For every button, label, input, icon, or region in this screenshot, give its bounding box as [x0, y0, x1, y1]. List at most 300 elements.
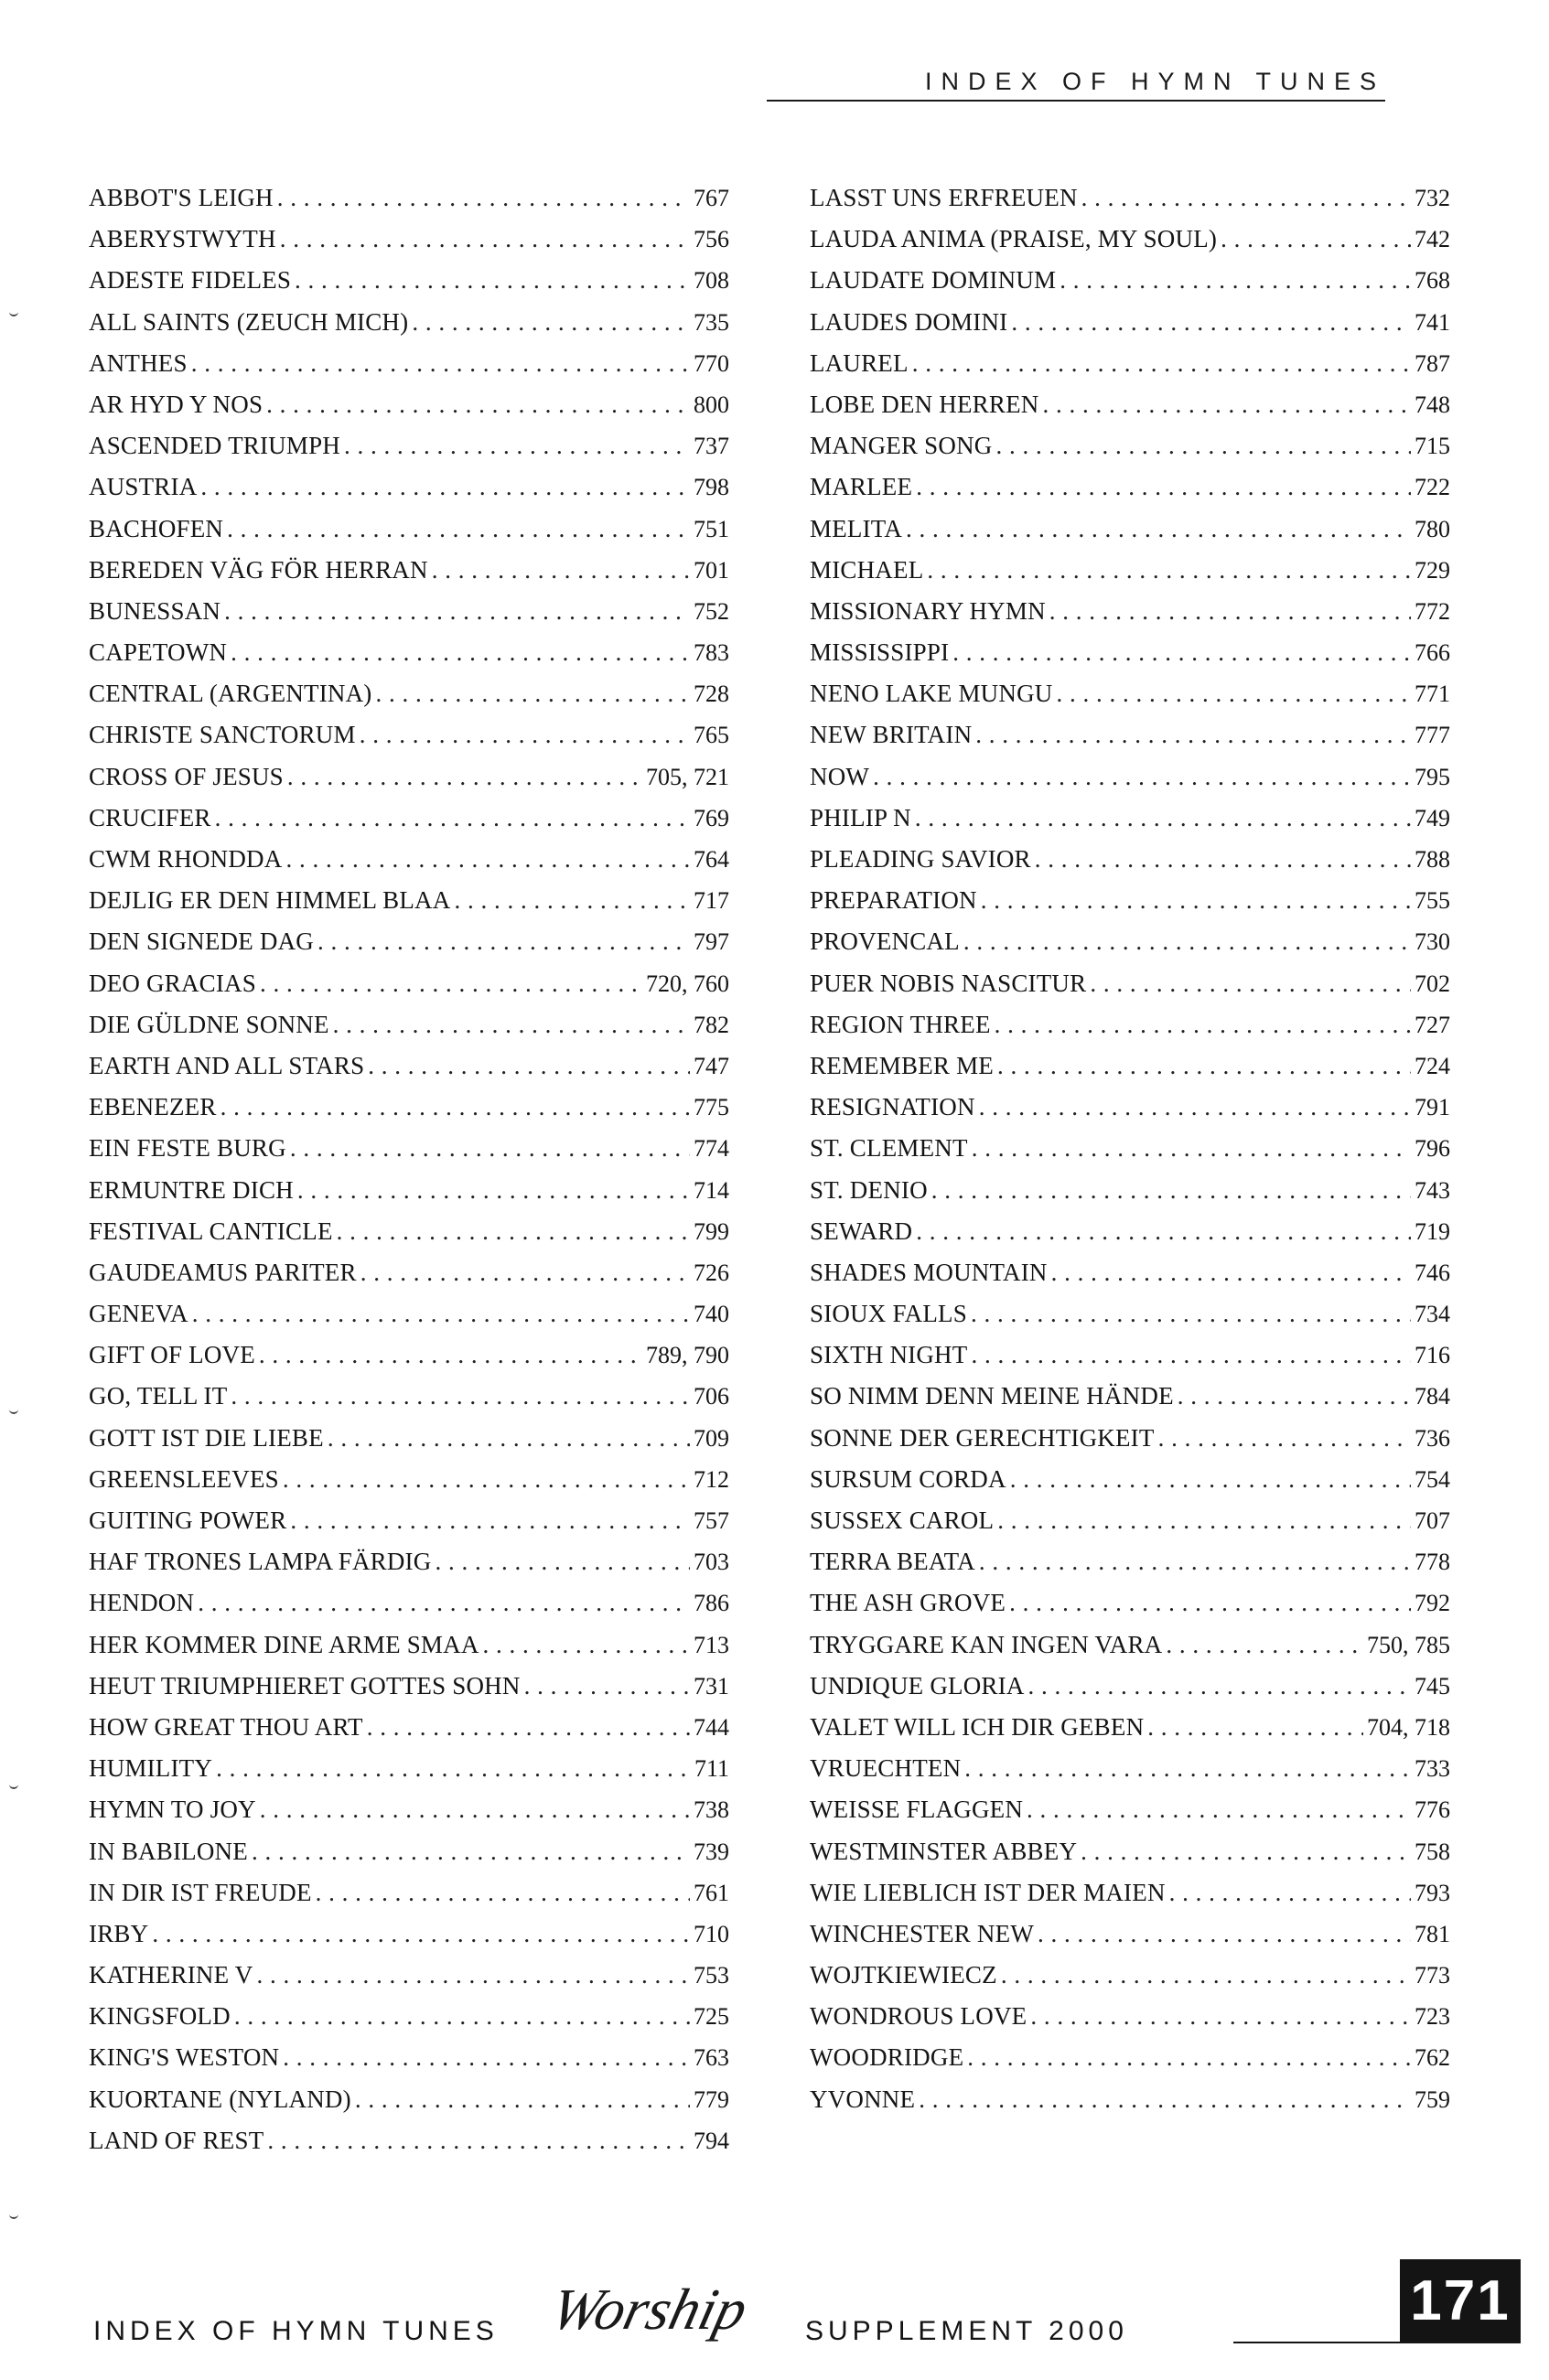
- page-numbers: 791: [1415, 1094, 1450, 1121]
- page-numbers: 711: [694, 1755, 729, 1783]
- tune-name: GOTT IST DIE LIEBE: [89, 1423, 324, 1452]
- page-numbers: 747: [694, 1052, 729, 1079]
- dot-leader: [963, 921, 1411, 962]
- right-index-column: [810, 177, 1450, 2120]
- tune-name: ANTHES: [89, 348, 188, 377]
- index-entry: [810, 2037, 1450, 2078]
- dot-leader: [916, 466, 1411, 508]
- page-numbers: 765: [694, 722, 729, 749]
- page-numbers: 757: [694, 1507, 729, 1534]
- dot-leader: [152, 1914, 690, 1955]
- tune-name: EBENEZER: [89, 1093, 217, 1121]
- tune-name: HUMILITY: [89, 1754, 213, 1783]
- index-entry: [89, 1914, 729, 1955]
- page-numbers: 782: [694, 1011, 729, 1038]
- dot-leader: [483, 1624, 690, 1666]
- dot-leader: [368, 1045, 690, 1087]
- dot-leader: [191, 343, 690, 384]
- index-entry: [89, 1211, 729, 1252]
- index-entry: [89, 632, 729, 673]
- dot-leader: [290, 1128, 690, 1169]
- page-numbers: 717: [694, 887, 729, 915]
- dot-leader: [927, 550, 1411, 591]
- tune-name: ST. CLEMENT: [810, 1134, 968, 1163]
- page-numbers: 731: [694, 1672, 729, 1699]
- dot-leader: [376, 673, 690, 714]
- tune-name: PHILIP N: [810, 803, 911, 831]
- tune-name: PROVENCAL: [810, 927, 960, 956]
- page-numbers: 729: [1415, 556, 1450, 584]
- page-numbers: 701: [694, 556, 729, 584]
- tune-name: CROSS OF JESUS: [89, 762, 284, 790]
- tune-name: EARTH AND ALL STARS: [89, 1051, 365, 1079]
- page-numbers: 788: [1415, 846, 1450, 873]
- tune-name: BACHOFEN: [89, 514, 224, 542]
- index-entry: [810, 921, 1450, 962]
- tune-name: MISSISSIPPI: [810, 638, 950, 667]
- page-numbers: 777: [1415, 722, 1450, 749]
- tune-name: LASST UNS ERFREUEN: [810, 184, 1078, 211]
- page-numbers: 704, 718: [1367, 1713, 1450, 1741]
- tune-name: GIFT OF LOVE: [89, 1341, 255, 1369]
- dot-leader: [337, 1211, 690, 1252]
- index-entry: [89, 921, 729, 962]
- page-numbers: 762: [1415, 2044, 1450, 2072]
- page-numbers: 727: [1415, 1011, 1450, 1038]
- index-entry: [89, 2079, 729, 2120]
- dot-leader: [260, 1789, 690, 1830]
- page-numbers: 795: [1415, 763, 1450, 790]
- index-entry: [89, 1541, 729, 1582]
- tune-name: WONDROUS LOVE: [810, 2002, 1027, 2031]
- page-numbers: 800: [694, 391, 729, 418]
- tune-name: LOBE DEN HERREN: [810, 390, 1039, 418]
- dot-leader: [997, 1500, 1411, 1541]
- dot-leader: [290, 1500, 690, 1541]
- page-numbers: 733: [1415, 1755, 1450, 1783]
- tune-name: KINGSFOLD: [89, 2002, 231, 2031]
- dot-leader: [328, 1418, 690, 1459]
- index-entry: [89, 1045, 729, 1087]
- page-numbers: 736: [1415, 1424, 1450, 1452]
- dot-leader: [524, 1666, 690, 1707]
- tune-name: PUER NOBIS NASCITUR: [810, 969, 1087, 997]
- dot-leader: [316, 1872, 690, 1914]
- tune-name: GREENSLEEVES: [89, 1464, 279, 1493]
- index-entry: [810, 1293, 1450, 1335]
- index-entry: [89, 1955, 729, 1996]
- dot-leader: [972, 1128, 1411, 1169]
- page-numbers: 794: [694, 2127, 729, 2154]
- dot-leader: [360, 714, 690, 756]
- index-entry: [89, 1624, 729, 1666]
- dot-leader: [333, 1004, 690, 1045]
- tune-name: SEWARD: [810, 1217, 913, 1245]
- tune-name: LAUDATE DOMINUM: [810, 266, 1057, 295]
- tune-name: EIN FESTE BURG: [89, 1134, 286, 1163]
- index-entry: [89, 1582, 729, 1624]
- tune-name: VRUECHTEN: [810, 1754, 962, 1783]
- dot-leader: [231, 632, 690, 673]
- tune-name: CWM RHONDDA: [89, 845, 283, 873]
- dot-leader: [1035, 839, 1411, 880]
- dot-leader: [1166, 1624, 1363, 1666]
- tune-name: SURSUM CORDA: [810, 1464, 1006, 1493]
- page-numbers: 789, 790: [646, 1342, 729, 1369]
- page-numbers: 735: [694, 308, 729, 336]
- dot-leader: [221, 1087, 690, 1128]
- dot-leader: [231, 1376, 690, 1417]
- tune-name: DEN SIGNEDE DAG: [89, 927, 314, 956]
- index-entry: [810, 1582, 1450, 1624]
- page-numbers: 787: [1415, 349, 1450, 377]
- page-numbers: 708: [694, 267, 729, 295]
- index-entry: [89, 1500, 729, 1541]
- tune-name: SUSSEX CAROL: [810, 1506, 995, 1534]
- dot-leader: [952, 632, 1411, 673]
- dot-leader: [1178, 1376, 1411, 1417]
- dot-leader: [1028, 1666, 1411, 1707]
- page-numbers: 732: [1415, 185, 1450, 211]
- page-numbers: 710: [694, 1920, 729, 1947]
- dot-leader: [1081, 1831, 1411, 1872]
- dot-leader: [344, 425, 690, 466]
- dot-leader: [1081, 177, 1411, 219]
- dot-leader: [1042, 384, 1411, 425]
- index-entry: [810, 1955, 1450, 1996]
- dot-leader: [227, 509, 690, 550]
- page-numbers: 769: [694, 804, 729, 831]
- page-numbers: 759: [1415, 2085, 1450, 2113]
- tune-name: GO, TELL IT: [89, 1382, 228, 1410]
- dot-leader: [1049, 591, 1411, 632]
- tune-name: MANGER SONG: [810, 432, 993, 460]
- index-entry: [810, 1789, 1450, 1830]
- dot-leader: [975, 714, 1411, 756]
- index-entry: [89, 756, 729, 798]
- dot-leader: [215, 798, 690, 839]
- dot-leader: [979, 1087, 1411, 1128]
- tune-name: BEREDEN VÄG FÖR HERRAN: [89, 555, 428, 584]
- dot-leader: [1158, 1418, 1411, 1459]
- index-entry: [89, 1252, 729, 1293]
- tune-name: ALL SAINTS (ZEUCH MICH): [89, 307, 409, 336]
- tune-name: NENO LAKE MUNGU: [810, 680, 1053, 708]
- index-entry: [810, 1666, 1450, 1707]
- page-numbers: 750, 785: [1367, 1631, 1450, 1658]
- page-numbers: 764: [694, 846, 729, 873]
- tune-name: WIE LIEBLICH IST DER MAIEN: [810, 1878, 1166, 1906]
- page-numbers: 786: [694, 1590, 729, 1617]
- index-entry: [810, 466, 1450, 508]
- page-numbers: 753: [694, 1962, 729, 1989]
- index-entry: [810, 343, 1450, 384]
- page-numbers: 742: [1415, 226, 1450, 253]
- margin-mark: [9, 2214, 18, 2219]
- index-entry: [89, 384, 729, 425]
- page-numbers: 737: [694, 433, 729, 460]
- dot-leader: [260, 963, 642, 1004]
- index-entry: [89, 177, 729, 219]
- page-numbers: 751: [694, 515, 729, 542]
- dot-leader: [1010, 1459, 1411, 1500]
- index-entry: [89, 673, 729, 714]
- page-numbers: 730: [1415, 928, 1450, 956]
- dot-leader: [1009, 1582, 1411, 1624]
- index-entry: [89, 1666, 729, 1707]
- index-entry: [810, 260, 1450, 301]
- page-numbers: 796: [1415, 1135, 1450, 1163]
- index-entry: [89, 343, 729, 384]
- index-entry: [810, 880, 1450, 921]
- tune-name: HER KOMMER DINE ARME SMAA: [89, 1630, 479, 1658]
- tune-name: CRUCIFER: [89, 803, 211, 831]
- dot-leader: [1001, 1955, 1411, 1996]
- index-entry: [810, 1996, 1450, 2037]
- index-entry: [810, 509, 1450, 550]
- tune-name: CHRISTE SANCTORUM: [89, 721, 356, 749]
- dot-leader: [285, 839, 690, 880]
- index-entry: [89, 550, 729, 591]
- page-numbers: 752: [694, 597, 729, 625]
- page-numbers: 709: [694, 1424, 729, 1452]
- tune-name: DEO GRACIAS: [89, 969, 256, 997]
- page-numbers: 740: [694, 1301, 729, 1328]
- page-numbers: 771: [1415, 681, 1450, 708]
- index-entry: [89, 1293, 729, 1335]
- index-entry: [89, 260, 729, 301]
- index-entry: [810, 1004, 1450, 1045]
- page-numbers: 793: [1415, 1879, 1450, 1906]
- dot-leader: [995, 425, 1411, 466]
- index-entry: [89, 1335, 729, 1376]
- page-numbers: 779: [694, 2085, 729, 2113]
- page-numbers: 728: [694, 681, 729, 708]
- page-numbers: 707: [1415, 1507, 1450, 1534]
- page-numbers: 716: [1415, 1342, 1450, 1369]
- tune-name: AR HYD Y NOS: [89, 390, 264, 418]
- index-entry: [89, 798, 729, 839]
- index-entry: [810, 1045, 1450, 1087]
- index-entry: [89, 963, 729, 1004]
- tune-name: WOJTKIEWIECZ: [810, 1961, 997, 1989]
- tune-name: WINCHESTER NEW: [810, 1919, 1035, 1947]
- page-numbers: 770: [694, 349, 729, 377]
- dot-leader: [1011, 302, 1411, 343]
- index-entry: [89, 1707, 729, 1748]
- dot-leader: [280, 219, 690, 260]
- index-entry: [89, 1872, 729, 1914]
- page-numbers: 715: [1415, 433, 1450, 460]
- index-entry: [810, 1128, 1450, 1169]
- index-entry: [810, 177, 1450, 219]
- tune-name: IN BABILONE: [89, 1837, 248, 1865]
- footer-rule: [1233, 2342, 1400, 2343]
- tune-name: HOW GREAT THOU ART: [89, 1712, 363, 1741]
- dot-leader: [224, 591, 690, 632]
- page-numbers: 720, 760: [646, 970, 729, 997]
- page-numbers: 702: [1415, 970, 1450, 997]
- dot-leader: [1051, 1252, 1411, 1293]
- tune-name: VALET WILL ICH DIR GEBEN: [810, 1712, 1145, 1741]
- margin-mark: [9, 1784, 18, 1789]
- dot-leader: [283, 2037, 690, 2078]
- tune-name: ABERYSTWYTH: [89, 225, 276, 253]
- running-header: INDEX OF HYMN TUNES: [767, 68, 1385, 102]
- page-numbers: 792: [1415, 1590, 1450, 1617]
- index-entry: [810, 1459, 1450, 1500]
- page-numbers: 705, 721: [646, 763, 729, 790]
- dot-leader: [971, 1335, 1411, 1376]
- tune-name: THE ASH GROVE: [810, 1589, 1006, 1617]
- page-numbers: 799: [694, 1217, 729, 1245]
- dot-leader: [1027, 1789, 1411, 1830]
- dot-leader: [964, 1748, 1411, 1789]
- dot-leader: [1090, 963, 1411, 1004]
- tune-name: MISSIONARY HYMN: [810, 596, 1046, 625]
- page-numbers: 719: [1415, 1217, 1450, 1245]
- tune-name: MICHAEL: [810, 555, 924, 584]
- index-entry: [89, 1831, 729, 1872]
- index-entry: [810, 1252, 1450, 1293]
- tune-name: HEUT TRIUMPHIERET GOTTES SOHN: [89, 1671, 521, 1699]
- index-entry: [810, 1087, 1450, 1128]
- tune-name: PREPARATION: [810, 886, 977, 915]
- index-entry: [810, 425, 1450, 466]
- tune-name: AUSTRIA: [89, 473, 198, 501]
- page-numbers: 744: [694, 1713, 729, 1741]
- index-entry: [89, 1004, 729, 1045]
- tune-name: CENTRAL (ARGENTINA): [89, 680, 372, 708]
- page-numbers: 758: [1415, 1838, 1450, 1865]
- tune-name: HENDON: [89, 1589, 195, 1617]
- tune-name: KING'S WESTON: [89, 2043, 280, 2072]
- tune-name: SHADES MOUNTAIN: [810, 1258, 1048, 1286]
- page-numbers: 763: [694, 2044, 729, 2072]
- tune-name: REMEMBER ME: [810, 1051, 994, 1079]
- tune-name: GUITING POWER: [89, 1506, 287, 1534]
- index-entry: [810, 550, 1450, 591]
- page-number-badge: 171: [1400, 2259, 1521, 2343]
- tune-name: ABBOT'S LEIGH: [89, 184, 274, 211]
- index-entry: [89, 509, 729, 550]
- tune-name: DEJLIG ER DEN HIMMEL BLAA: [89, 886, 451, 915]
- dot-leader: [266, 384, 690, 425]
- dot-leader: [931, 1170, 1411, 1211]
- dot-leader: [916, 1211, 1411, 1252]
- index-entry: [89, 1418, 729, 1459]
- dot-leader: [979, 1541, 1411, 1582]
- dot-leader: [995, 1004, 1411, 1045]
- dot-leader: [295, 260, 690, 301]
- tune-name: GENEVA: [89, 1300, 188, 1328]
- tune-name: BUNESSAN: [89, 596, 221, 625]
- page-numbers: 748: [1415, 391, 1450, 418]
- left-index-column: [89, 177, 729, 2161]
- page-numbers: 714: [694, 1176, 729, 1204]
- tune-name: NEW BRITAIN: [810, 721, 973, 749]
- dot-leader: [1056, 673, 1411, 714]
- tune-name: HAF TRONES LAMPA FÄRDIG: [89, 1548, 432, 1576]
- page-numbers: 734: [1415, 1301, 1450, 1328]
- footer-title: INDEX OF HYMN TUNES: [93, 2316, 499, 2346]
- page-numbers: 775: [694, 1094, 729, 1121]
- page-numbers: 761: [694, 1879, 729, 1906]
- index-entry: [810, 632, 1450, 673]
- tune-name: TERRA BEATA: [810, 1548, 975, 1576]
- dot-leader: [997, 1045, 1411, 1087]
- index-entry: [89, 219, 729, 260]
- dot-leader: [259, 1335, 642, 1376]
- tune-name: MELITA: [810, 514, 903, 542]
- dot-leader: [1060, 260, 1411, 301]
- index-entry: [810, 714, 1450, 756]
- index-entry: [89, 1459, 729, 1500]
- page-numbers: 703: [694, 1549, 729, 1576]
- index-entry: [810, 384, 1450, 425]
- dot-leader: [287, 756, 642, 798]
- dot-leader: [283, 1459, 690, 1500]
- index-entry: [810, 1707, 1450, 1748]
- tune-name: PLEADING SAVIOR: [810, 845, 1031, 873]
- dot-leader: [915, 798, 1411, 839]
- tune-name: CAPETOWN: [89, 638, 228, 667]
- index-entry: [89, 425, 729, 466]
- tune-name: WEISSE FLAGGEN: [810, 1796, 1024, 1824]
- tune-name: IN DIR IST FREUDE: [89, 1878, 312, 1906]
- page-numbers: 776: [1415, 1796, 1450, 1824]
- footer-supplement: SUPPLEMENT 2000: [805, 2316, 1128, 2346]
- index-entry: [810, 1418, 1450, 1459]
- dot-leader: [252, 1831, 690, 1872]
- dot-leader: [355, 2079, 690, 2120]
- tune-name: FESTIVAL CANTICLE: [89, 1217, 333, 1245]
- page-numbers: 755: [1415, 887, 1450, 915]
- tune-name: LAUREL: [810, 348, 909, 377]
- page-numbers: 741: [1415, 308, 1450, 336]
- dot-leader: [912, 343, 1411, 384]
- tune-name: LAND OF REST: [89, 2126, 264, 2154]
- index-entry: [810, 591, 1450, 632]
- page-numbers: 778: [1415, 1549, 1450, 1576]
- page-numbers: 706: [694, 1383, 729, 1410]
- page-numbers: 783: [694, 639, 729, 667]
- page-numbers: 746: [1415, 1259, 1450, 1286]
- page-numbers: 784: [1415, 1383, 1450, 1410]
- dot-leader: [297, 1170, 690, 1211]
- index-entry: [810, 1500, 1450, 1541]
- dot-leader: [1169, 1872, 1411, 1914]
- page-numbers: 780: [1415, 515, 1450, 542]
- index-entry: [89, 2037, 729, 2078]
- index-entry: [89, 1128, 729, 1169]
- index-entry: [89, 1376, 729, 1417]
- index-entry: [89, 302, 729, 343]
- tune-name: HYMN TO JOY: [89, 1796, 256, 1824]
- margin-mark: [9, 1409, 18, 1414]
- tune-name: IRBY: [89, 1919, 149, 1947]
- index-entry: [89, 1996, 729, 2037]
- index-entry: [89, 714, 729, 756]
- tune-name: SO NIMM DENN MEINE HÄNDE: [810, 1382, 1174, 1410]
- tune-name: TRYGGARE KAN INGEN VARA: [810, 1630, 1163, 1658]
- tune-name: ERMUNTRE DICH: [89, 1175, 294, 1204]
- page-numbers: 738: [694, 1796, 729, 1824]
- dot-leader: [1030, 1996, 1411, 2037]
- dot-leader: [360, 1252, 690, 1293]
- dot-leader: [192, 1293, 690, 1335]
- index-entry: [810, 673, 1450, 714]
